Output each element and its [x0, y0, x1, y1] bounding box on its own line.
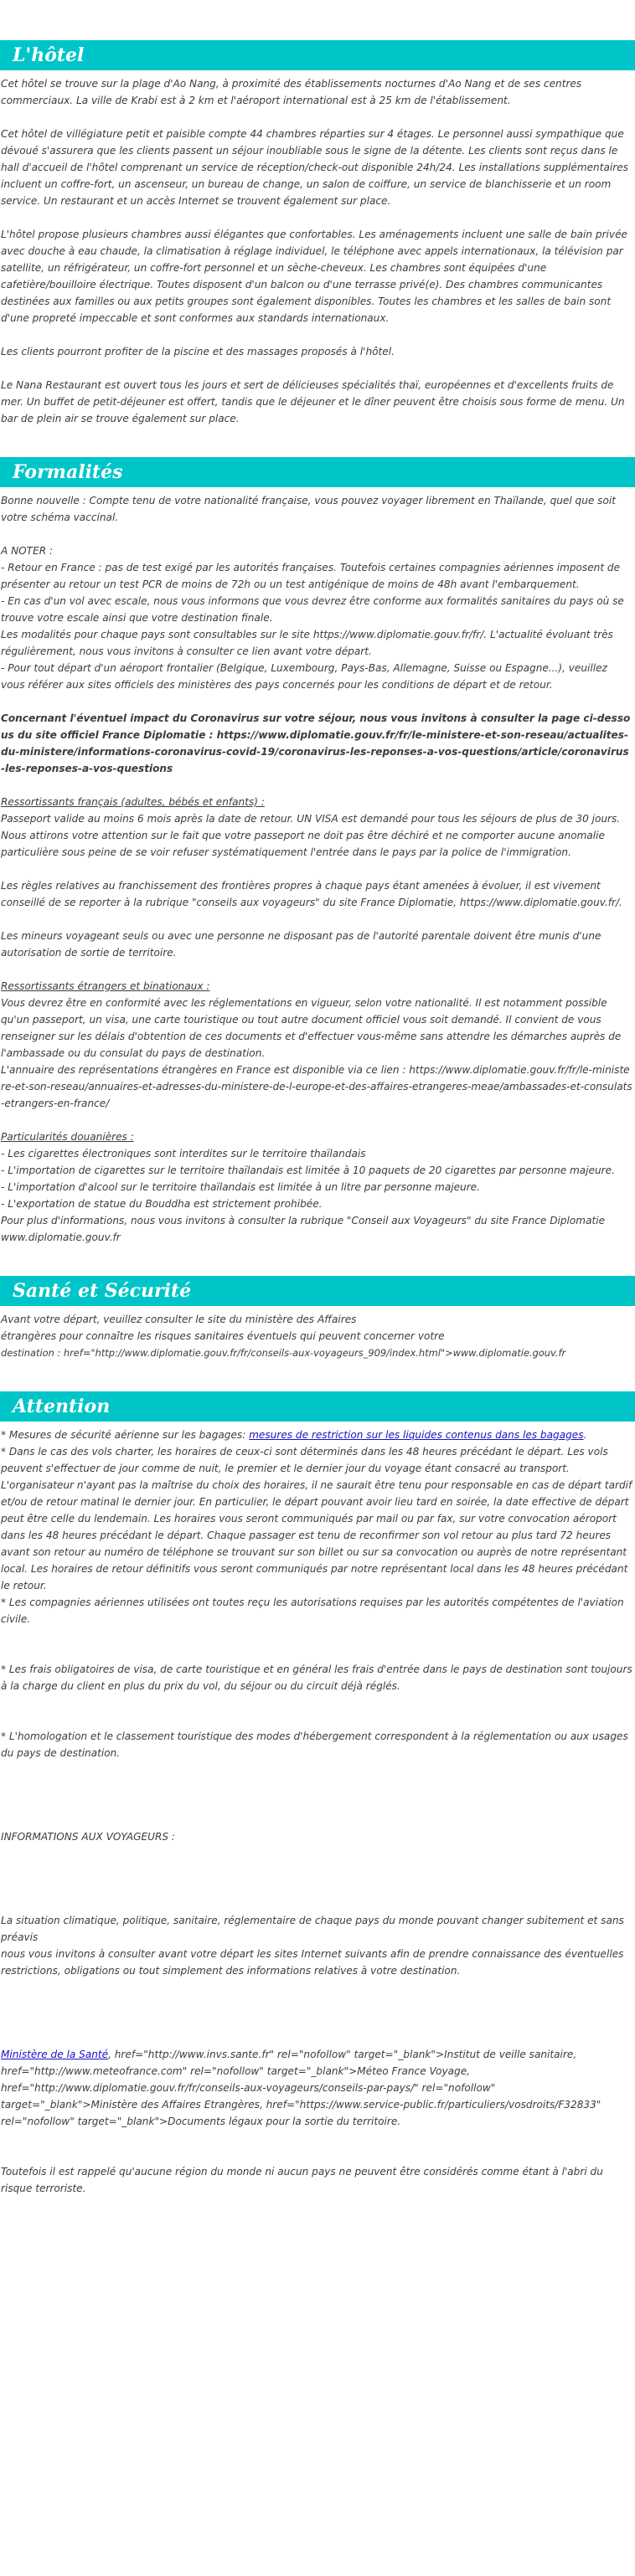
foreign-nationals-text: Vous devrez être en conformité avec les réglementations en vigueur, selon votre nationalité. Il est notamment possible qu'un passeport, un visa, une carte touristique ou tout autre document officiel vous soit demandé. Il convient de vous renseigner sur les délais d'obtention de ces documents et d'effectuer vous-même sans attendre les démarches auprès de l'ambassade ou du consulat du pays de destination. — [1, 997, 622, 1059]
note-title: A NOTER : — [1, 545, 54, 557]
customs-line: - L'importation d'alcool sur le territoire thaïlandais est limitée à un litre par personne majeure. — [1, 1181, 480, 1193]
baggage-prefix: * Mesures de sécurité aérienne sur les bagages: — [1, 1429, 250, 1441]
sante-line: étrangères pour connaître les risques sanitaires éventuels qui peuvent concerner votre — [1, 1330, 445, 1342]
ministry-health-link[interactable]: Ministère de la Santé — [1, 2049, 109, 2060]
terrorism-text: Toutefois il est rappelé qu'aucune région du monde ni aucun pays ne peuvent être considérés comme étant à l'abri du risque terroriste. — [1, 2166, 603, 2194]
customs-title: Particularités douanières : — [1, 1131, 134, 1143]
situation-line: La situation climatique, politique, sanitaire, réglementaire de chaque pays du monde pouvant changer subitement et sans préavis — [1, 1915, 624, 1943]
customs-line: Pour plus d'informations, nous vous invitons à consulter la rubrique "Conseil aux Voyageurs" du site France Diplomatie www.diplomatie.gouv.fr — [1, 1215, 606, 1243]
section-attention — [0, 1422, 635, 2197]
french-nationals-title: Ressortissants français (adultes, bébés et enfants) : — [1, 796, 265, 808]
section-sante — [0, 1306, 635, 1361]
minors-text: Les mineurs voyageant seuls ou avec une personne ne disposant pas de l'autorité parentale doivent être munis d'une autorisation de sortie de territoire. — [1, 930, 601, 959]
note-line: - Pour tout départ d'un aéroport frontalier (Belgique, Luxembourg, Pays-Bas, Allemagne, Suisse ou Espagne...), veuillez vous référer aux sites officiels des ministères des pays concernés pour les conditions de départ et de retour. — [1, 662, 607, 691]
situation-line: nous vous invitons à consulter avant votre départ les sites Internet suivants afin de prendre connaissance des éventuelles restrictions, obligations ou tout simplement des informations relatives à votre destination. — [1, 1948, 624, 1977]
baggage-measures — [0, 1427, 635, 1443]
section-title-sante: Santé et Sécurité — [0, 1276, 635, 1306]
hotel-paragraph-pool: Les clients pourront profiter de la piscine et des massages proposés à l'hôtel. — [1, 346, 395, 357]
health-links-rest: , href="http://www.invs.sante.fr" rel="nofollow" target="_blank">Institut de veille sanitaire, href="http://www.meteofrance.com" rel="nofollow" target="_blank">Méteo France Voyage, href="http://www.diplomatie.gouv.fr/fr/conseils-aux-voyageurs/conseils-par-pays/" rel="nofollow" target="_blank">Ministère des Affaires Etrangères, href="https://www.service-public.fr/particuliers/vosdroits/F32833" rel="nofollow" target="_blank">Documents légaux pour la sortie du territoire. — [1, 2049, 601, 2127]
section-hotel — [0, 70, 635, 427]
section-title-hotel: L'hôtel — [0, 40, 635, 70]
baggage-suffix: . — [583, 1429, 587, 1441]
hotel-paragraph-rooms: L'hôtel propose plusieurs chambres aussi élégantes que confortables. Les aménagements incluent une salle de bain privée avec douche à eau chaude, la climatisation à réglage individuel, le téléphone avec appels internationaux, la télévision par satellite, un réfrigérateur, un coffre-fort personnel et un sèche-cheveux. Les chambres sont équipées d'une cafetière/bouilloire électrique. Toutes disposent d'un balcon ou d'une terrasse privé(e). Des chambres communicantes destinées aux familles ou aux petits groupes sont également disponibles. Toutes les chambres et les salles de bain sont d'une propreté impeccable et sont conformes aux standards internationaux. — [1, 229, 627, 324]
section-title-formalites: Formalités — [0, 457, 635, 487]
section-title-attention: Attention — [0, 1391, 635, 1422]
section-formalites — [0, 487, 635, 1246]
sante-line: Avant votre départ, veuillez consulter le site du ministère des Affaires — [1, 1314, 357, 1325]
fees-text: * Les frais obligatoires de visa, de carte touristique et en général les frais d'entrée dans le pays de destination sont toujours à la charge du client en plus du prix du vol, du séjour ou du circuit déjà réglés. — [1, 1663, 632, 1692]
note-line: Les modalités pour chaque pays sont consultables sur le site https://www.diplomatie.gouv.fr/fr/. L'actualité évoluant très régulièrement, nous vous invitons à consulter ce lien avant votre départ. — [1, 629, 613, 657]
coronavirus-notice: Concernant l'éventuel impact du Coronavirus sur votre séjour, nous vous invitons à consulter la page ci-dessous du site officiel France Diplomatie : https://www.diplomatie.gouv.fr/fr/le-ministere-et-son-reseau/actualites-du-ministere/informations-coronavirus-covid-19/coronavirus-les-reponses-a-vos-questions/article/coronavirus-les-reponses-a-vos-questions — [1, 712, 631, 774]
customs-line: - L'exportation de statue du Bouddha est strictement prohibée. — [1, 1198, 323, 1210]
sante-line: destination : href="http://www.diplomatie.gouv.fr/fr/conseils-aux-voyageurs_909/index.html">www.diplomatie.gouv.fr — [1, 1347, 566, 1359]
homologation-text: * L'homologation et le classement touristique des modes d'hébergement correspondent à la réglementation ou aux usages du pays de destination. — [1, 1730, 628, 1759]
hotel-paragraph-location: Cet hôtel se trouve sur la plage d'Ao Nang, à proximité des établissements nocturnes d'Ao Nang et de ses centres commerciaux. La ville de Krabi est à 2 km et l'aéroport international est à 25 km de l'établissement. — [1, 78, 582, 106]
foreign-directory-text: L'annuaire des représentations étrangères en France est disponible via ce lien : https://www.diplomatie.gouv.fr/fr/le-ministere-et-son-reseau/annuaires-et-adresses-du-ministere-de-l-europe-et-des-affaires-etrangeres-meae/ambassades-et-consulats-etrangers-en-france/ — [1, 1064, 632, 1109]
french-nationals-text: Passeport valide au moins 6 mois après la date de retour. UN VISA est demandé pour tous les séjours de plus de 30 jours. Nous attirons votre attention sur le fait que votre passeport ne doit pas être déchiré et ne comporter aucune anomalie particulière sous peine de se voir refuser systématiquement l'entrée dans le pays par la police de l'immigration. — [1, 813, 621, 858]
hotel-paragraph-restaurant: Le Nana Restaurant est ouvert tous les jours et sert de délicieuses spécialités thaï, européennes et d'excellents fruits de mer. Un buffet de petit-déjeuner est offert, tandis que le déjeuner et le dîner peuvent être choisis sous forme de menu. Un bar de plein air se trouve également sur place. — [1, 379, 625, 424]
hotel-paragraph-resort: Cet hôtel de villégiature petit et paisible compte 44 chambres réparties sur 4 étages. Le personnel aussi sympathique que dévoué s'assurera que les clients passent un séjour inoubliable sous le signe de la détente. Les clients sont reçus dans le hall d'accueil de l'hôtel comprenant un service de réception/check-out disponible 24h/24. Les installations supplémentaires incluent un coffre-fort, un ascenseur, un bureau de change, un salon de coiffure, un service de blanchisserie et un room service. Un restaurant et un accès Internet se trouvent également sur place. — [1, 128, 628, 207]
formalites-intro: Bonne nouvelle : Compte tenu de votre nationalité française, vous pouvez voyager librement en Thaïlande, quel que soit votre schéma vaccinal. — [1, 495, 616, 523]
health-links-text — [0, 2046, 635, 2130]
borders-text: Les règles relatives au franchissement des frontières propres à chaque pays étant amenées à évoluer, il est vivement conseillé de se reporter à la rubrique "conseils aux voyageurs" du site France Diplomatie, https://www.diplomatie.gouv.fr/. — [1, 880, 622, 908]
note-line: - En cas d'un vol avec escale, nous vous informons que vous devrez être conforme aux formalités sanitaires du pays où se trouve votre escale ainsi que votre destination finale. — [1, 595, 624, 624]
customs-line: - L'importation de cigarettes sur le territoire thaïlandais est limitée à 10 paquets de 20 cigarettes par personne majeure. — [1, 1165, 615, 1176]
flight-schedule-text: * Dans le cas des vols charter, les horaires de ceux-ci sont déterminés dans les 48 heures précédant le départ. Les vols peuvent s'effectuer de jour comme de nuit, le premier et le dernier jour du voyage étant consacré au transport. L'organisateur n'ayant pas la maîtrise du choix des horaires, il ne saurait être tenu pour responsable en cas de départ tardif et/ou de retour matinal le dernier jour. En particulier, le départ pouvant avoir lieu tard en soirée, la date effective de départ peut être celle du lendemain. Les horaires vous seront communiqués par mail ou par fax, sur votre convocation aéroport dans les 48 heures précédant le départ. Chaque passager est tenu de reconfirmer son vol retour au plus tard 72 heures avant son retour au numéro de téléphone se trouvant sur son billet ou sur sa convocation ou auprès de notre représentant local. Les horaires de retour définitifs vous seront communiqués par notre représentant local dans les 48 heures précédant le retour. — [1, 1446, 632, 1591]
airlines-text: * Les compagnies aériennes utilisées ont toutes reçu les autorisations requises par les autorités compétentes de l'aviation civile. — [1, 1597, 624, 1625]
foreign-nationals-title: Ressortissants étrangers et binationaux : — [1, 980, 210, 992]
note-line: - Retour en France : pas de test exigé par les autorités françaises. Toutefois certaines compagnies aériennes imposent de présenter au retour un test PCR de moins de 72h ou un test antigénique de moins de 48h avant l'embarquement. — [1, 562, 621, 590]
traveller-info-title: INFORMATIONS AUX VOYAGEURS : — [1, 1831, 175, 1843]
liquids-restriction-link[interactable]: mesures de restriction sur les liquides contenus dans les bagages — [249, 1429, 584, 1441]
customs-line: - Les cigarettes électroniques sont interdites sur le territoire thaïlandais — [1, 1148, 366, 1159]
